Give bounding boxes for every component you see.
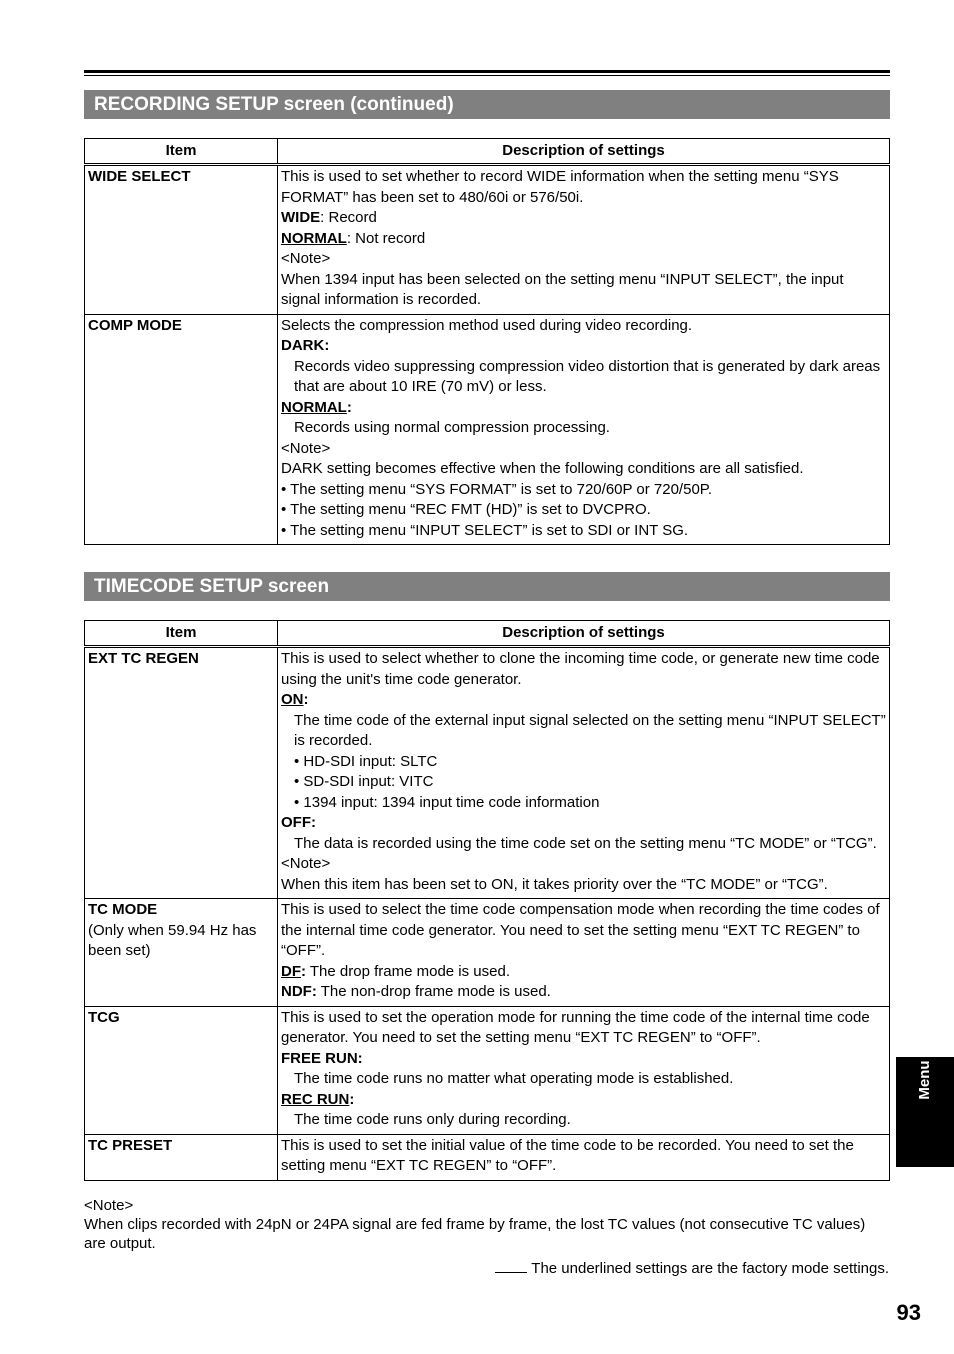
description-text: Selects the compression method used during video recording. xyxy=(281,316,693,334)
option-text: The time code runs no matter what operating mode is established. xyxy=(294,1070,734,1087)
table-header-row xyxy=(85,621,890,647)
item-description xyxy=(278,1006,890,1134)
option-label: WIDE xyxy=(281,209,321,226)
item-name: EXT TC REGEN xyxy=(85,647,278,899)
item-description xyxy=(278,314,890,545)
option-line xyxy=(281,962,886,983)
item-name: TC MODE xyxy=(88,901,158,918)
underline-legend xyxy=(495,1259,889,1279)
option-label: DARK: xyxy=(281,337,330,354)
table-row-wide-select xyxy=(85,165,890,315)
option-text: The time code of the external input signal selected on the setting menu “INPUT SELECT” is recorded. xyxy=(294,711,886,749)
option-text: The drop frame mode is used. xyxy=(306,962,510,980)
table-row-tc-mode xyxy=(85,899,890,1007)
option-text: The non-drop frame mode is used. xyxy=(316,983,551,1000)
note-text: When this item has been set to ON, it takes priority over the “TC MODE” or “TCG”. xyxy=(281,875,828,893)
option-line xyxy=(281,208,886,229)
bullet-item: • The setting menu “SYS FORMAT” is set to 720/60P or 720/50P. xyxy=(281,480,713,498)
underline-sample xyxy=(495,1259,527,1273)
top-rule-thin xyxy=(84,75,890,76)
item-description xyxy=(278,647,890,899)
option-text: The time code runs only during recording. xyxy=(294,1111,571,1128)
table-header-row xyxy=(85,139,890,165)
option-label-default: ON xyxy=(281,691,304,708)
option-label: OFF: xyxy=(281,814,316,831)
option-colon: : xyxy=(303,691,309,708)
column-header-description: Description of settings xyxy=(278,621,890,647)
column-header-item: Item xyxy=(85,621,278,647)
option-text: The data is recorded using the time code set on the setting menu “TC MODE” or “TCG”. xyxy=(294,834,877,852)
footnote-label: <Note> xyxy=(84,1197,134,1214)
bullet-item: • The setting menu “REC FMT (HD)” is set to DVCPRO. xyxy=(281,501,651,518)
legend-text: The underlined settings are the factory mode settings. xyxy=(531,1260,889,1277)
note-text: DARK setting becomes effective when the following conditions are all satisfied. xyxy=(281,460,804,477)
option-line xyxy=(281,1090,886,1111)
footnote xyxy=(84,1196,890,1253)
side-tab xyxy=(896,1057,954,1167)
note-label: <Note> xyxy=(281,250,331,267)
option-line xyxy=(281,982,886,1003)
option-colon: : xyxy=(349,1090,355,1108)
note-text: When 1394 input has been selected on the setting menu “INPUT SELECT”, the input signal information is recorded. xyxy=(281,270,844,308)
description-text: This is used to select whether to clone the incoming time code, or generate new time code using the unit's time code generator. xyxy=(281,650,880,688)
bullet-item: • HD-SDI input: SLTC xyxy=(294,752,438,770)
table-row-ext-tc-regen xyxy=(85,647,890,899)
side-tab-label: Menu xyxy=(916,1060,933,1100)
page-number: 93 xyxy=(896,1300,921,1325)
option-text: Records video suppressing compression video distortion that is generated by dark areas that are about 10 IRE (70 mV) or less. xyxy=(294,357,881,395)
bullet-item: • SD-SDI input: VITC xyxy=(294,773,434,790)
table-row-comp-mode xyxy=(85,314,890,545)
option-text: : Record xyxy=(320,209,377,226)
item-name: TCG xyxy=(85,1006,278,1134)
item-description xyxy=(278,899,890,1007)
description-text: This is used to select the time code compensation mode when recording the time codes of the internal time code generator. You need to set the setting menu “EXT TC REGEN” to “OFF”. xyxy=(281,901,880,959)
option-label-default: NORMAL xyxy=(281,229,347,247)
column-header-item: Item xyxy=(85,139,278,165)
timecode-setup-table xyxy=(84,620,890,1181)
section-title-recording-setup: RECORDING SETUP screen (continued) xyxy=(84,90,890,119)
table-row-tcg xyxy=(85,1006,890,1134)
option-line xyxy=(281,229,886,250)
item-description xyxy=(278,1134,890,1180)
description-text: This is used to set whether to record WIDE information when the setting menu “SYS FORMAT” has been set to 480/60i or 576/50i. xyxy=(281,168,839,206)
option-line xyxy=(281,398,886,419)
top-rule xyxy=(84,70,890,73)
item-name: WIDE SELECT xyxy=(85,165,278,315)
item-description xyxy=(278,165,890,315)
option-label: NDF: xyxy=(281,983,317,1000)
option-label-default: REC RUN xyxy=(281,1090,350,1108)
description-text: This is used to set the operation mode for running the time code of the internal time code generator. You need to set the setting menu “EXT TC REGEN” to “OFF”. xyxy=(281,1008,870,1046)
note-label: <Note> xyxy=(281,439,331,457)
option-colon: : xyxy=(346,398,352,416)
item-name: COMP MODE xyxy=(85,314,278,545)
description-text: This is used to set the initial value of the time code to be recorded. You need to set the setting menu “EXT TC REGEN” to “OFF”. xyxy=(281,1136,854,1174)
option-label-default: NORMAL xyxy=(281,398,347,416)
option-text: : Not record xyxy=(346,229,426,247)
footnote-text: When clips recorded with 24pN or 24PA signal are fed frame by frame, the lost TC values (not consecutive TC values) are output. xyxy=(84,1216,866,1252)
option-text: Records using normal compression processing. xyxy=(294,419,610,436)
section-title-timecode-setup: TIMECODE SETUP screen xyxy=(84,572,890,601)
table-row-tc-preset xyxy=(85,1134,890,1180)
item-name-cell xyxy=(85,899,278,1007)
recording-setup-table xyxy=(84,138,890,545)
item-name: TC PRESET xyxy=(85,1134,278,1180)
option-line xyxy=(281,690,886,711)
bullet-item: • The setting menu “INPUT SELECT” is set to SDI or INT SG. xyxy=(281,521,689,539)
option-label: FREE RUN: xyxy=(281,1049,363,1067)
option-label-default: DF xyxy=(281,962,301,980)
item-condition: (Only when 59.94 Hz has been set) xyxy=(88,921,257,959)
option-colon: : xyxy=(301,962,306,980)
column-header-description: Description of settings xyxy=(278,139,890,165)
bullet-item: • 1394 input: 1394 input time code information xyxy=(294,793,600,811)
note-label: <Note> xyxy=(281,855,331,872)
